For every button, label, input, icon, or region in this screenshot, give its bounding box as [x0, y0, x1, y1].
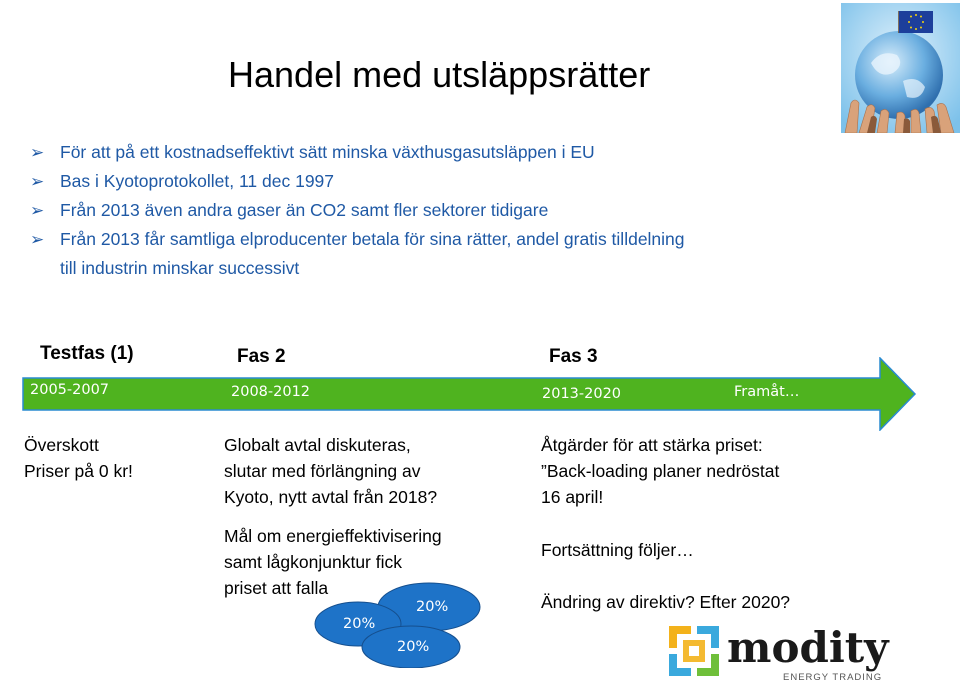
modity-mark-icon [669, 626, 719, 676]
phase2-note: priset att falla [224, 578, 329, 598]
phase2-note: Mål om energieffektivisering [224, 526, 442, 546]
bullet-item [30, 196, 910, 225]
target-label: 20% [397, 639, 430, 655]
timeline-period-3: 2013-2020 [542, 386, 622, 402]
bullet-text: Från 2013 får samtliga elproducenter betala för sina rätter, andel gratis tilldelning [60, 229, 685, 249]
modity-tagline: ENERGY TRADING [783, 672, 883, 682]
phase2-note: slutar med förlängning av [224, 461, 421, 481]
phase3-note: ”Back-loading planer nedröstat [541, 461, 780, 481]
arrowhead-bullet-icon: ➢ [30, 143, 45, 162]
phase3-note: 16 april! [541, 487, 604, 507]
globe-hands-image [841, 3, 960, 133]
phase3-continued: Fortsättning följer… [541, 540, 694, 560]
phase2-note: Globalt avtal diskuteras, [224, 435, 411, 455]
target-label: 20% [343, 616, 376, 632]
slide-title: Handel med utsläppsrätter [228, 54, 651, 95]
phase-label-testfas: Testfas (1) [40, 343, 134, 364]
arrowhead-bullet-icon: ➢ [30, 230, 45, 249]
phase-label-fas3: Fas 3 [549, 346, 598, 367]
arrowhead-bullet-icon: ➢ [30, 201, 45, 220]
bullet-text: Från 2013 även andra gaser än CO2 samt fler sektorer tidigare [60, 200, 549, 220]
phase2-note: Kyoto, nytt avtal från 2018? [224, 487, 438, 507]
phase3-note: Åtgärder för att stärka priset: [541, 435, 763, 455]
phase1-note: Överskott [24, 435, 99, 455]
phase3-directive-question: Ändring av direktiv? Efter 2020? [541, 592, 791, 612]
modity-logo [665, 620, 925, 682]
bullet-item [30, 167, 910, 196]
timeline-period-1: 2005-2007 [30, 382, 110, 398]
phase2-notes [224, 432, 437, 510]
target-label: 20% [416, 599, 449, 615]
phase3-notes [541, 432, 779, 510]
timeline-period-2: 2008-2012 [231, 384, 311, 400]
bullet-item [30, 225, 910, 283]
phase2-note: samt lågkonjunktur fick [224, 552, 402, 572]
timeline-period-4: Framåt… [734, 384, 800, 400]
phase-label-fas2: Fas 2 [237, 346, 286, 367]
modity-wordmark: modity [727, 623, 889, 672]
bullet-text: För att på ett kostnadseffektivt sätt minska växthusgasutsläppen i EU [60, 142, 595, 162]
bullet-list [30, 138, 910, 283]
bullet-text-continued: till industrin minskar successivt [60, 258, 300, 278]
phase1-note: Priser på 0 kr! [24, 461, 133, 481]
arrowhead-bullet-icon: ➢ [30, 172, 45, 191]
phase1-notes [24, 432, 133, 484]
bullet-item [30, 138, 910, 167]
bullet-text: Bas i Kyotoprotokollet, 11 dec 1997 [60, 171, 335, 191]
